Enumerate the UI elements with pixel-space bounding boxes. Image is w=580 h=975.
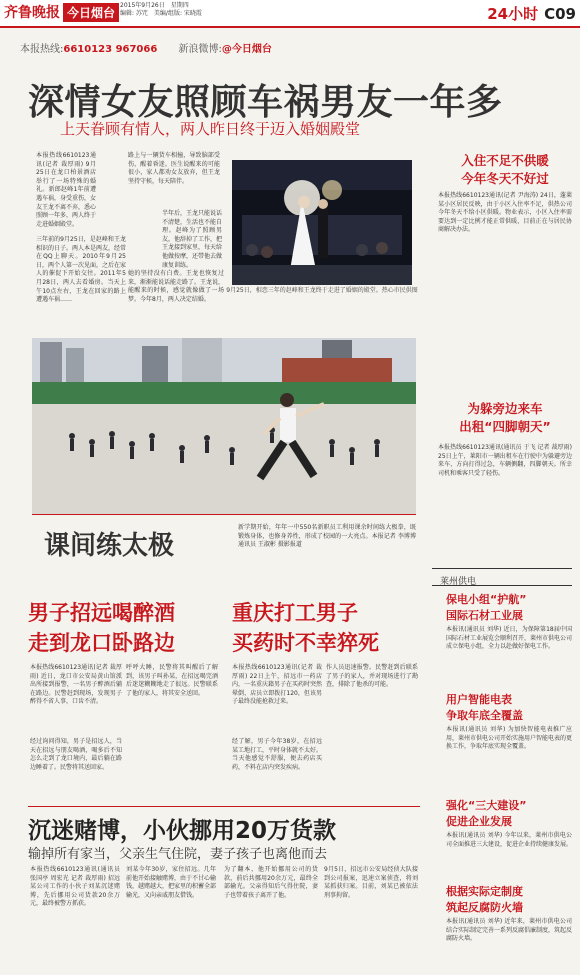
power-item-4-title: 根据实际定制度 筑起反腐防火墙 <box>446 885 523 914</box>
lead-column-4: 半年后，王龙只能说话不清楚，生活也不能自理。赵峰为了照顾男友，他辞掉了工作，把王龙接到家里，每天给他做按摩，还带他去做康复训练。 <box>162 210 223 269</box>
lead-column-2: 三年前的9月25日，是赵峰和王龙相识的日子。两人本是两友，经常在QQ上聊天。2010年9月25日，两个人第一次见面，之后在家人的催促下开始交往。2011年5月28日，两人去看婚房。当天上午10点左右，王龙在回家的路上遭遇车祸…… <box>36 236 127 304</box>
story-gambling-body-3: 为了翻本，他开始挪用公司的货款，前后共挪用20余万元，最终全部输光。父亲得知后气得住院，妻子也带着孩子离开了他。 <box>224 866 318 899</box>
section-tag: 今日烟台 <box>63 3 119 22</box>
power-item-1-body: 本报讯(通讯员 刘华) 近日，为保障第18届中国国际石材工业展览会顺利召开，莱州市供电公司成立保电小组，全力以赴做好保电工作。 <box>446 626 573 651</box>
taiji-caption: 新学期开始，年年一中550名新职员工利用课余时间练大极拳，既锻炼身体，也修身养性，形成了校园的一大亮点。本报记者 李博博 通讯员 王淑彬 摄影报道 <box>238 524 416 549</box>
story-gambling-body-2: 刘某今年30岁，家住招远。几年前他开始接触赌博，由于不甘心输钱，越赌越大，把家里的积蓄全部输光，又向亲戚朋友借钱。 <box>126 866 217 899</box>
power-item-3-body: 本报讯(通讯员 刘华) 今年以来，莱州市供电公司全面推进三大建设，促进企业持续健康发展。 <box>446 832 573 848</box>
power-item-4-body: 本报讯(通讯员 刘华) 近年来，莱州市供电公司结合实际制定完善一系列反腐倡廉制度，筑起反腐防火墙。 <box>446 918 573 943</box>
wedding-photo <box>232 160 412 285</box>
wedding-photo-caption: 9月25日，相恋三年的赵峰和王龙终于走进了婚姻的殿堂。热心市民供图 <box>226 287 418 294</box>
lead-column-5: 她的坚持没有白费。王龙也恢复过来，渐渐能说话能走路了。王龙说，能醒来的时候，感觉就像做了一场梦。今年8月，两人决定结婚。 <box>128 270 225 303</box>
story-gambling-subheadline: 输掉所有家当，父亲生气住院，妻子孩子也离他而去 <box>28 847 328 862</box>
issue-info: 2015年9月26日 星期四 编辑: 苏咒 美编/组版: 宋晓霞 <box>120 2 202 17</box>
taiji-divider <box>32 514 416 515</box>
sidebar-story-1-body: 本报热线6610123通讯(记者 尹海涛) 24日，蓬莱某小区居民反映，由于小区入住率不足，供热公司今年冬天不给小区供暖。物业表示，小区入住率需要达到一定比例才能正常供暖，目前正在与居民协商解决办法。 <box>438 192 572 234</box>
newspaper-logo: 齐鲁晚报 今日烟台 <box>4 2 119 22</box>
masthead <box>0 0 580 28</box>
story-worker-body-3: 作人员迅速报警。民警赶到后联系了男子的家人，并对现场进行了勘查，排除了他杀的可能。 <box>326 664 418 689</box>
sidebar-story-2-body: 本报热线6610123通讯(通讯员 于飞 记者 裁厚雨) 25日上午，莱阳市一辆出租车在行驶中为躲避旁边来车，方向打得过急，车辆侧翻，四脚朝天。所幸司机和乘客只受了轻伤。 <box>438 444 572 477</box>
story-worker-body-2: 经了解，男子今年38岁，在招远某工地打工，平时身体就不太好。当天他感觉不舒服，便去药店买药，不料在店内突发疾病。 <box>232 738 323 771</box>
lead-column-3: 路上与一辆货车相撞，导致脑部受伤，醒着昏迷。医生说醒来的可能很小，家人都劝女友放弃，但王龙坚持守候，每天陪伴。 <box>128 152 220 185</box>
sidebar-story-1-title: 入住不足不供暖 今年冬天不好过 <box>461 153 549 186</box>
story-gambling-headline: 沉迷赌博，小伙挪用20万货款 <box>28 818 337 844</box>
lead-headline: 深情女友照顾车祸男友一年多 <box>28 82 503 123</box>
taiji-photo <box>32 338 416 514</box>
lead-column-1: 本报热线6610123通讯(记者 裁厚雨) 9月25日在龙口柏景酒店举行了一场特殊的婚礼。新郎赵峰1年前遭遇车祸，身受重伤，女友王龙不离不弃，悉心照顾一年多，两人终于走进婚姻殿堂。 <box>36 152 97 228</box>
story-worker-body-1: 本报热线6610123通讯(记者 裁厚雨) 22日上午，招远市一药店内，一名重庆籍男子在买药时突然晕倒，店员立即拨打120，但该男子最终没能抢救过来。 <box>232 664 323 706</box>
page-number: 24小时 C09 <box>487 5 576 23</box>
hotline-bar: 本报热线:6610123 967066 新浪微博:@今日烟台 <box>20 44 272 55</box>
taiji-photo-image <box>32 338 416 514</box>
story-drunk-headline: 男子招远喝醉酒 走到龙口卧路边 <box>28 601 175 655</box>
power-section-banner: 莱州供电 <box>432 568 572 586</box>
taiji-headline: 课间练太极 <box>44 531 175 561</box>
power-item-1-title: 保电小组“护航” 国际石材工业展 <box>446 593 527 622</box>
wedding-photo-image <box>232 160 412 285</box>
story-drunk-body-1: 本报热线6610123通讯(记者 裁厚雨) 近日，龙口市公安局黄山馆派出所接到报警，一名男子醉酒后躺在路边。民警赶到现场，发现男子醉得不省人事，口齿不清。 <box>30 664 122 706</box>
power-item-3-title: 强化“三大建设” 促进企业发展 <box>446 799 527 828</box>
power-item-2-body: 本报讯(通讯员 刘华) 为加快智能电表推广应用，莱州市供电公司开始实施用户智能电表的更换工作，争取年底实现全覆盖。 <box>446 726 573 751</box>
story-drunk-body-2: 经过询问得知，男子是招远人，当天在招远与朋友喝酒，喝多后不知怎么走到了龙口境内，最后躺在路边睡着了。民警将其送回家。 <box>30 738 122 771</box>
gambling-divider <box>28 806 420 807</box>
lead-subheadline: 上天眷顾有情人，两人昨日终于迈入婚姻殿堂 <box>60 120 361 138</box>
story-gambling-body-1: 本报热线6610123通讯(通讯员 张国亭 周宏光 记者 裁厚雨) 招远某公司工作的小伙子刘某沉迷赌博，先后挪用公司货款20余万元，最终被警方抓获。 <box>30 866 120 908</box>
story-drunk-body-3: 呼呼大睡，民警将其叫醒后了解到，该男子叫孙某，在招远喝完酒后迷迷糊糊地走了很远。民警联系了他的家人，将其安全送回。 <box>126 664 218 697</box>
story-worker-headline: 重庆打工男子 买药时不幸猝死 <box>232 601 379 655</box>
sidebar-story-2-title: 为躲旁边来车 出租“四脚朝天” <box>459 401 551 434</box>
power-item-2-title: 用户智能电表 争取年底全覆盖 <box>446 693 523 722</box>
story-gambling-body-4: 9月5日，招远市公安局经侦大队接到公司报案，迅速立案侦查，将刘某抓获归案。目前，刘某已被依法刑事拘留。 <box>324 866 418 899</box>
